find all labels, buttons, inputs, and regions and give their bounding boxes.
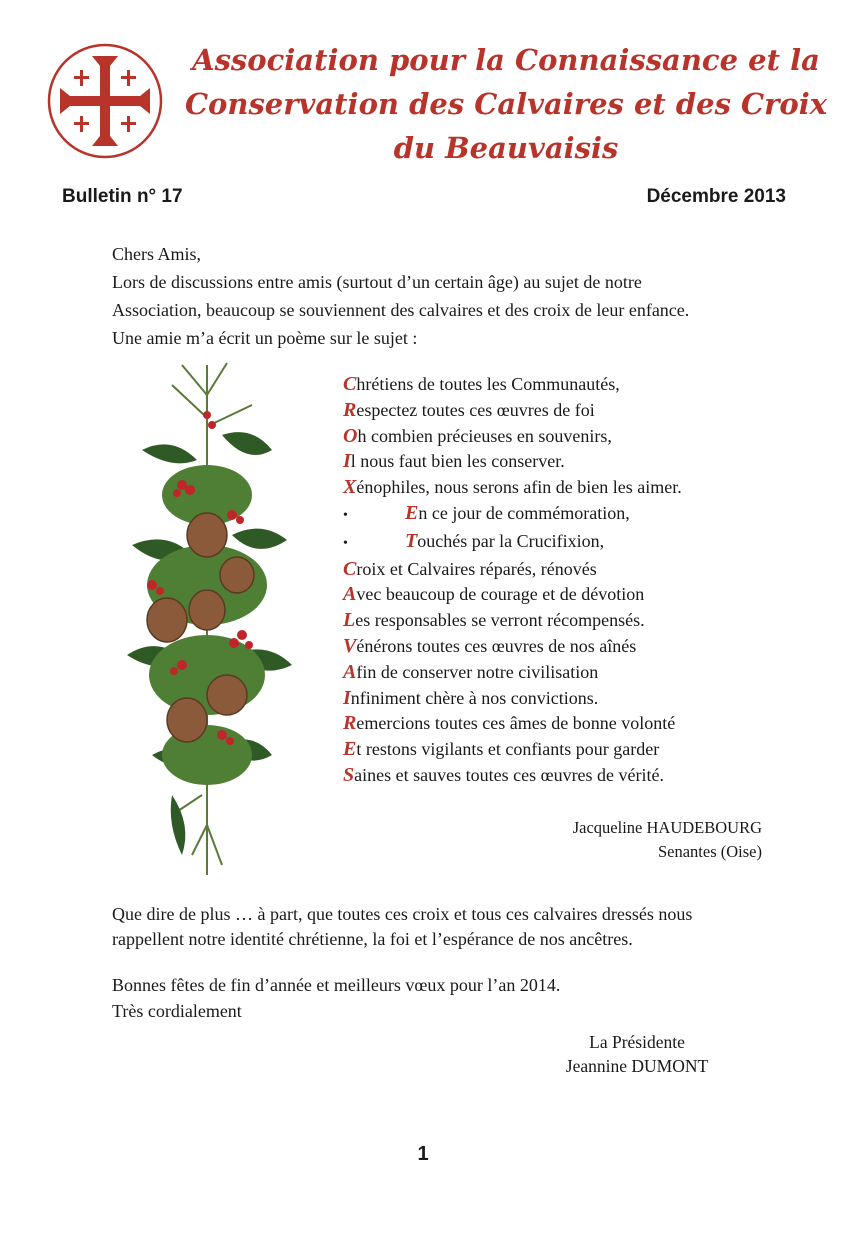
poem-text: vec beaucoup de courage et de dévotion	[356, 584, 645, 605]
poem-initial: V	[343, 634, 357, 657]
poem-initial: E	[405, 501, 419, 524]
poem-initial: X	[343, 476, 357, 499]
poem-initial: I	[343, 686, 351, 709]
jerusalem-cross-icon	[44, 40, 166, 162]
president-name: Jeannine DUMONT	[565, 1056, 709, 1076]
poet-name: Jacqueline HAUDEBOURG	[572, 818, 762, 837]
poem-line	[343, 634, 813, 660]
poem-text: hrétiens de toutes les Communautés,	[356, 374, 620, 394]
bullet-icon: •	[343, 535, 348, 551]
closing-paragraph	[112, 902, 812, 952]
poem-line	[343, 737, 813, 763]
poem-text: t restons vigilants et confiants pour garder	[356, 739, 660, 760]
poem-line	[343, 398, 813, 424]
poem-text: énophiles, nous serons afin de bien les aimer.	[356, 477, 682, 498]
poem-text: énérons toutes ces œuvres de nos aînés	[356, 635, 637, 656]
poet-signature	[573, 816, 762, 864]
intro-paragraph	[112, 240, 812, 352]
poem	[343, 372, 813, 789]
intro-line: Lors de discussions entre amis (surtout d’un certain âge) au sujet de notre	[112, 272, 642, 292]
poem-line	[343, 424, 813, 450]
poem-text: h combien précieuses en souvenirs,	[357, 425, 612, 446]
bullet-icon: •	[343, 507, 348, 523]
poem-line	[343, 686, 813, 712]
poem-text: l nous faut bien les conserver.	[350, 451, 565, 472]
title-line: Conservation des Calvaires et des Croix	[184, 87, 828, 121]
poem-initial: C	[343, 373, 357, 395]
title-line: du Beauvaisis	[393, 131, 619, 165]
poem-initial: I	[343, 450, 351, 473]
poem-initial: A	[343, 583, 357, 606]
bulletin-number: Bulletin n° 17	[62, 186, 183, 207]
poem-line	[343, 501, 813, 529]
poem-line	[343, 557, 813, 583]
poem-initial: C	[343, 557, 357, 580]
poem-text: ouchés par la Crucifixion,	[417, 530, 605, 551]
poem-line	[343, 660, 813, 686]
poem-text: n ce jour de commémoration,	[418, 502, 630, 523]
poem-text: espectez toutes ces œuvres de foi	[356, 399, 595, 420]
poem-text: emercions toutes ces âmes de bonne volonté	[356, 713, 676, 734]
poem-initial: L	[343, 609, 356, 632]
poem-line	[343, 711, 813, 737]
poem-text: es responsables se verront récompensés.	[355, 610, 645, 631]
poem-initial: R	[343, 398, 357, 421]
poem-text: fin de conserver notre civilisation	[356, 661, 599, 682]
page-title	[176, 38, 836, 170]
poem-text: nfiniment chère à nos convictions.	[350, 687, 599, 708]
poem-text: aines et sauves toutes ces œuvres de vérité.	[354, 764, 665, 785]
poem-line	[343, 475, 813, 501]
poem-line	[343, 372, 813, 398]
closing-line: rappellent notre identité chrétienne, la foi et l’espérance de nos ancêtres.	[112, 929, 633, 949]
poem-initial: O	[343, 424, 358, 447]
president-role: La Présidente	[589, 1032, 685, 1052]
poem-initial: A	[343, 660, 357, 683]
wish-line: Bonnes fêtes de fin d’année et meilleurs vœux pour l’an 2014.	[112, 975, 561, 995]
president-signature	[552, 1030, 722, 1078]
closing-line: Que dire de plus … à part, que toutes ces croix et tous ces calvaires dressés nous	[112, 904, 693, 924]
christmas-wreath-icon	[112, 355, 302, 885]
intro-line: Une amie m’a écrit un poème sur le sujet :	[112, 328, 418, 348]
poem-initial: S	[343, 763, 355, 786]
poem-initial: E	[343, 738, 357, 761]
wish-line: Très cordialement	[112, 1001, 242, 1021]
poem-initial: T	[405, 529, 418, 552]
poem-line	[343, 529, 813, 557]
intro-line: Association, beaucoup se souviennent des calvaires et des croix de leur enfance.	[112, 300, 690, 320]
wishes	[112, 972, 560, 1024]
poem-line	[343, 582, 813, 608]
poem-line	[343, 608, 813, 634]
title-line: Association pour la Connaissance et la	[192, 43, 820, 77]
poem-line	[343, 763, 813, 789]
poem-initial: R	[343, 712, 357, 735]
page-number: 1	[417, 1143, 429, 1165]
bulletin-date: Décembre 2013	[646, 186, 786, 207]
intro-line: Chers Amis,	[112, 244, 202, 264]
poet-place: Senantes (Oise)	[657, 842, 762, 861]
poem-line	[343, 449, 813, 475]
poem-text: roix et Calvaires réparés, rénovés	[356, 558, 597, 579]
